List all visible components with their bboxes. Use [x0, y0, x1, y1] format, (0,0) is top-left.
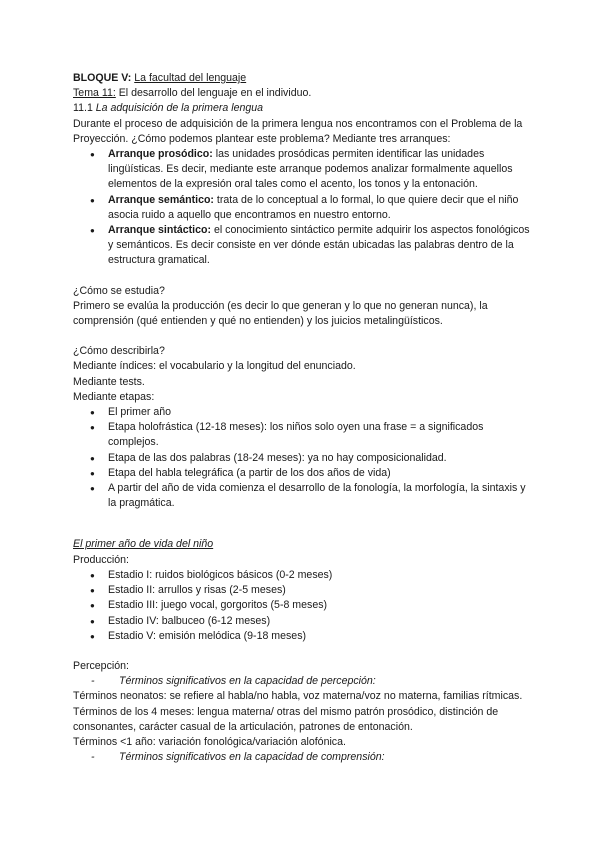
arranque-term: Arranque semántico: — [108, 193, 214, 206]
list-item: ● Estadio IV: balbuceo (6-12 meses) — [73, 614, 533, 629]
comprehension-dash-list — [73, 750, 533, 765]
describe-line: Mediante índices: el vocabulario y la longitud del enunciado. — [73, 360, 356, 373]
list-item: ● Estadio I: ruidos biológicos básicos (0-2 meses) — [73, 568, 533, 583]
perception-label: Percepción: — [73, 659, 129, 672]
perception-line: Términos <1 año: variación fonológica/variación alofónica. — [73, 735, 346, 748]
arranque-term: Arranque sintáctico: — [108, 224, 212, 237]
list-item — [73, 223, 533, 269]
list-item: ● El primer año — [73, 405, 533, 420]
study-question: ¿Cómo se estudia? — [73, 284, 165, 297]
block-label: BLOQUE V: — [73, 72, 132, 84]
list-item: ● A partir del año de vida comienza el desarrollo de la fonología, la morfología, la sintaxis y la pragmática. — [73, 481, 533, 511]
list-item — [73, 147, 533, 193]
stages-list — [73, 405, 533, 511]
list-item: ● Etapa del habla telegráfica (a partir de los dos años de vida) — [73, 466, 533, 481]
study-answer: Primero se evalúa la producción (es decir lo que generan y lo que no generan nunca), la comprensión (qué entienden y qué no entienden) y los juicios metalingüísticos. — [73, 299, 488, 328]
describe-line: Mediante etapas: — [73, 390, 155, 403]
document-content — [73, 71, 533, 765]
topic-heading — [73, 86, 533, 101]
block-heading — [73, 71, 533, 86]
list-item: ● Etapa holofrástica (12-18 meses): los niños solo oyen una frase = a significados complejos. — [73, 420, 533, 450]
perception-line: Términos de los 4 meses: lengua materna/ otras del mismo patrón prosódico, distinción de consonantes, carácter casual de la articulación, patrones de entonación. — [73, 705, 499, 733]
topic-title: El desarrollo del lenguaje en el individuo. — [115, 87, 312, 100]
intro-paragraph: Durante el proceso de adquisición de la primera lengua nos encontramos con el Problema de la Proyección. ¿Cómo podemos plantear este problema? Mediante tres arranques: — [73, 117, 523, 145]
arranque-text: las unidades prosódicas permiten identificar las unidades lingüísticas. Es decir, mediante este arranque podemos analizar formalmente aquellos elementos de la expresión oral tales como el acento, los tonos y la entonación. — [108, 148, 513, 191]
section-heading — [73, 101, 533, 116]
perception-dash-list — [73, 674, 533, 689]
list-item: ● Etapa de las dos palabras (18-24 meses): ya no hay composicionalidad. — [73, 451, 533, 466]
section-title: La adquisición de la primera lengua — [95, 102, 264, 115]
list-item: - Términos significativos en la capacidad de percepción: — [73, 674, 533, 689]
list-item: ● Estadio III: juego vocal, gorgoritos (5-8 meses) — [73, 598, 533, 613]
arranque-text: el conocimiento sintáctico permite adquirir los aspectos fonológicos y semánticos. Es decir consiste en ver dónde están ubicadas las palabras dentro de la estructura gramatical. — [108, 224, 530, 267]
list-item: ● Estadio II: arrullos y risas (2-5 meses) — [73, 583, 533, 598]
describe-question: ¿Cómo describirla? — [73, 345, 165, 358]
list-item: - Términos significativos en la capacidad de comprensión: — [73, 750, 533, 765]
block-title: La facultad del lenguaje — [134, 72, 247, 84]
production-label: Producción: — [73, 553, 129, 566]
arranques-list — [73, 147, 533, 269]
production-list — [73, 568, 533, 644]
perception-line: Términos neonatos: se refiere al habla/no habla, voz materna/voz no materna, familias rítmicas. — [73, 690, 523, 703]
list-item — [73, 193, 533, 223]
arranque-term: Arranque prosódico: — [108, 148, 213, 161]
section-number: 11.1 — [73, 102, 96, 115]
arranque-text: trata de lo conceptual a lo formal, lo que quiere decir que el niño asocia ruido a aquello que encontramos en nuestro entorno. — [108, 193, 519, 221]
list-item: ● Estadio V: emisión melódica (9-18 meses) — [73, 629, 533, 644]
describe-line: Mediante tests. — [73, 375, 145, 388]
topic-label: Tema 11: — [73, 87, 116, 100]
first-year-heading: El primer año de vida del niño — [73, 538, 214, 551]
